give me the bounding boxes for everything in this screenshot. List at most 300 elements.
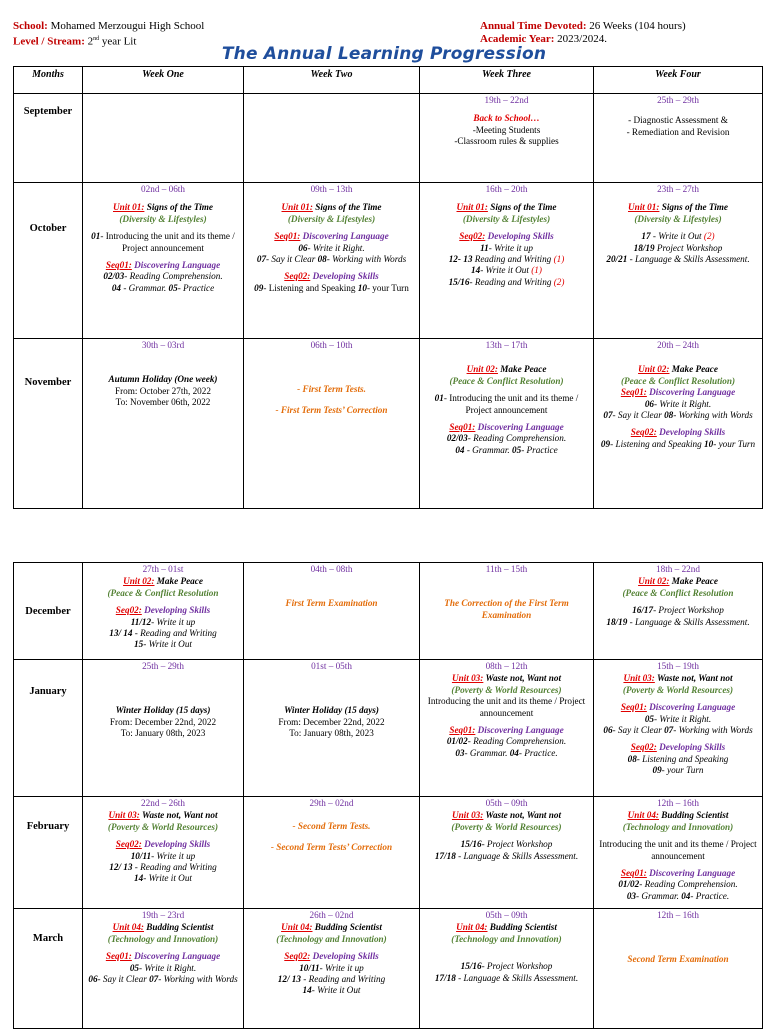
unit-title: Signs of the Time bbox=[487, 202, 557, 213]
progression-table-1 bbox=[13, 66, 763, 509]
unit-label: Unit 03: bbox=[108, 810, 140, 821]
lesson-text: - Reading and Writing bbox=[132, 628, 217, 639]
col-week-two: Week Two bbox=[244, 67, 420, 94]
lesson-text: - Reading Comprehension. bbox=[124, 271, 223, 282]
holiday-from: From: December 22nd, 2022 bbox=[278, 716, 385, 727]
unit-theme: (Diversity & Lifestyles) bbox=[634, 213, 722, 224]
lesson-text: - Project Workshop bbox=[481, 839, 553, 850]
lesson-num: 03 bbox=[626, 890, 637, 901]
winter-holiday: Winter Holiday (15 days) bbox=[115, 705, 211, 716]
unit-label: Unit 01: bbox=[456, 202, 488, 213]
seq-title: Discovering Language bbox=[131, 260, 221, 271]
first-term-tests: - First Term Tests. bbox=[297, 384, 366, 395]
lesson-text: - Write it Out bbox=[311, 985, 361, 996]
lesson-text: - Write it Right. bbox=[654, 713, 712, 724]
holiday-to: To: January 08th, 2023 bbox=[120, 728, 206, 739]
header-row bbox=[14, 67, 763, 94]
unit-label: Unit 04: bbox=[112, 922, 144, 933]
lesson-num: 16/17 bbox=[632, 605, 654, 616]
lesson-num: 07 bbox=[149, 974, 159, 985]
lesson-text: Project Workshop bbox=[654, 242, 723, 253]
lesson-part: (1) bbox=[553, 254, 565, 265]
unit-title: Signs of the Time bbox=[144, 202, 213, 213]
lesson-text: - Say it Clear bbox=[612, 725, 665, 736]
lesson-text: - Write it up bbox=[319, 962, 364, 973]
cell-mar-w2 bbox=[244, 909, 420, 1029]
date-sep-w3: 19th – 22nd bbox=[484, 95, 529, 105]
date-jan-w3: 08th – 12th bbox=[485, 661, 528, 671]
diagnostic-assessment: - Diagnostic Assessment & bbox=[628, 115, 728, 126]
month-january: January bbox=[14, 660, 83, 797]
month-september: September bbox=[14, 94, 83, 183]
date-sep-w4: 25th – 29th bbox=[657, 95, 699, 105]
lesson-num: 18/19 bbox=[606, 616, 628, 627]
cell-feb-w1 bbox=[83, 797, 244, 909]
lesson-num: 05 bbox=[129, 962, 139, 973]
lesson-num: 10/11 bbox=[130, 850, 152, 861]
lesson-num: 01/02 bbox=[618, 879, 640, 890]
date-oct-w1: 02nd – 06th bbox=[141, 184, 185, 194]
lesson-num: 02/03 bbox=[446, 433, 468, 444]
cell-oct-w2 bbox=[244, 183, 420, 339]
cell-feb-w2 bbox=[244, 797, 420, 909]
lesson-num: 04 bbox=[681, 890, 691, 901]
unit-label: Unit 03: bbox=[451, 810, 484, 821]
lesson-num: 15/16 bbox=[460, 961, 482, 972]
row-december bbox=[14, 563, 763, 660]
row-september bbox=[14, 94, 763, 183]
seq-label: Seq02: bbox=[630, 742, 657, 753]
unit-label: Unit 01: bbox=[113, 202, 145, 213]
lesson-num: 15/16 bbox=[460, 839, 482, 850]
lesson-text: - Listening and Speaking bbox=[636, 753, 729, 764]
lesson-text: - Write it Out bbox=[480, 265, 532, 276]
unit-title: Make Peace bbox=[497, 364, 547, 375]
lesson-num: 14 bbox=[471, 265, 481, 276]
lesson-num: 03 bbox=[455, 747, 465, 758]
lesson-text: - Say it Clear bbox=[266, 254, 318, 265]
unit-label: Unit 03: bbox=[451, 673, 484, 684]
date-jan-w2: 01st – 05th bbox=[311, 661, 352, 671]
unit-label: Unit 04: bbox=[281, 922, 313, 933]
lesson-num: 14 bbox=[302, 985, 312, 996]
cell-jan-w3 bbox=[420, 660, 594, 797]
lesson-text: - Grammar. bbox=[121, 282, 169, 293]
level-sup: nd bbox=[93, 36, 100, 42]
month-november: November bbox=[14, 339, 83, 509]
lesson-num: 05 bbox=[168, 282, 178, 293]
school-value: Mohamed Merzougui High School bbox=[47, 20, 205, 32]
unit-title: Waste not, Want not bbox=[483, 673, 562, 684]
date-dec-w3: 11th – 15th bbox=[485, 564, 528, 574]
col-week-four: Week Four bbox=[594, 67, 763, 94]
unit-theme: (Technology and Innovation) bbox=[107, 933, 219, 944]
cell-nov-w4 bbox=[594, 339, 763, 509]
seq-title: Developing Skills bbox=[310, 271, 379, 282]
unit-title: Budding Scientist bbox=[143, 922, 214, 933]
cell-jan-w1 bbox=[83, 660, 244, 797]
time-value: 26 Weeks (104 hours) bbox=[586, 20, 686, 32]
lesson-num: 17/18 bbox=[434, 850, 456, 861]
cell-feb-w4 bbox=[594, 797, 763, 909]
lesson-text: - Reading and Writing bbox=[132, 862, 217, 873]
seq-title: Developing Skills bbox=[656, 742, 726, 753]
unit-label: Unit 01: bbox=[281, 202, 313, 213]
cell-jan-w4 bbox=[594, 660, 763, 797]
seq-label: Seq02: bbox=[115, 605, 142, 616]
seq-title: Developing Skills bbox=[141, 839, 211, 850]
seq-title: Discovering Language bbox=[646, 702, 736, 713]
lesson-num: 15/16 bbox=[448, 276, 470, 287]
seq-title: Developing Skills bbox=[141, 605, 211, 616]
seq-title: Developing Skills bbox=[310, 951, 379, 962]
lesson-text: - Say it Clear bbox=[97, 974, 150, 985]
unit-theme: (Technology and Innovation) bbox=[622, 821, 734, 832]
cell-mar-w3 bbox=[420, 909, 594, 1029]
date-nov-w2: 06th – 10th bbox=[310, 340, 353, 350]
unit-label: Unit 04: bbox=[627, 810, 659, 821]
seq-label: Seq01: bbox=[620, 702, 647, 713]
lesson-num: 10 bbox=[704, 438, 714, 449]
lesson-num: 06 bbox=[644, 398, 654, 409]
school-line bbox=[13, 20, 204, 33]
seq-title: Developing Skills bbox=[485, 231, 554, 242]
date-feb-w1: 22nd – 26th bbox=[141, 798, 185, 808]
lesson-num: 05 bbox=[512, 444, 522, 455]
lesson-num: 14 bbox=[134, 873, 144, 884]
lesson-text: - Practice bbox=[177, 282, 215, 293]
seq-label: Seq02: bbox=[284, 951, 311, 962]
seq-label: Seq01: bbox=[449, 725, 476, 736]
lesson-num: 02/03 bbox=[103, 271, 125, 282]
col-months: Months bbox=[14, 67, 83, 94]
unit-label: Unit 02: bbox=[466, 364, 498, 375]
unit-title: Budding Scientist bbox=[312, 922, 382, 933]
second-term-exam: Second Term Examination bbox=[627, 954, 729, 965]
first-term-exam: First Term Examination bbox=[285, 598, 378, 609]
unit-theme: (Poverty & World Resources) bbox=[622, 684, 734, 695]
unit-label: Unit 01: bbox=[628, 202, 660, 213]
unit-title: Budding Scientist bbox=[658, 810, 729, 821]
cell-nov-w1 bbox=[83, 339, 244, 509]
lesson-text: - your Turn bbox=[366, 282, 409, 293]
unit-theme: (Peace & Conflict Resolution) bbox=[620, 375, 736, 386]
level-value: 2 bbox=[84, 35, 94, 48]
lesson-num: 04 bbox=[111, 282, 122, 293]
unit-theme: (Peace & Conflict Resolution bbox=[622, 587, 734, 598]
unit-label: Unit 03: bbox=[623, 673, 655, 684]
year-label: Academic Year: bbox=[480, 33, 555, 45]
lesson-num: 01 bbox=[91, 231, 101, 242]
lesson-text: - Introducing the unit and its theme / Project announcement bbox=[100, 231, 235, 253]
cell-oct-w1 bbox=[83, 183, 244, 339]
cell-mar-w4 bbox=[594, 909, 763, 1029]
lesson-text: - Working with Words bbox=[326, 254, 407, 265]
cell-sep-w1 bbox=[83, 94, 244, 183]
lesson-num: 18/19 bbox=[633, 242, 655, 253]
progression-table-2 bbox=[13, 562, 763, 1029]
cell-dec-w1 bbox=[83, 563, 244, 660]
cell-dec-w4 bbox=[594, 563, 763, 660]
row-october bbox=[14, 183, 763, 339]
date-dec-w4: 18th – 22nd bbox=[656, 564, 700, 574]
date-nov-w1: 30th – 03rd bbox=[141, 340, 185, 350]
lesson-num: 09 bbox=[600, 438, 611, 449]
winter-holiday: Winter Holiday (15 days) bbox=[284, 705, 379, 716]
unit-theme: (Technology and Innovation) bbox=[451, 933, 562, 944]
lesson-text: - Working with Words bbox=[673, 410, 753, 421]
seq-title: Discovering Language bbox=[646, 868, 736, 879]
month-october: October bbox=[14, 183, 83, 339]
unit-label: Unit 04: bbox=[456, 922, 488, 933]
lesson-part: (1) bbox=[531, 265, 542, 276]
intro-text: Introducing the unit and its theme / Project announcement bbox=[599, 839, 757, 861]
seq-label: Seq02: bbox=[115, 839, 142, 850]
cell-dec-w3 bbox=[420, 563, 594, 660]
lesson-num: 07 bbox=[664, 725, 674, 736]
cell-sep-w4 bbox=[594, 94, 763, 183]
lesson-text: - Write it Out bbox=[143, 873, 192, 884]
seq-title: Discovering Language bbox=[475, 422, 564, 433]
row-march bbox=[14, 909, 763, 1029]
school-label: School: bbox=[13, 20, 48, 32]
seq-title: Discovering Language bbox=[475, 725, 564, 736]
lesson-text: - Listening and Speaking bbox=[263, 282, 358, 293]
lesson-num: 08 bbox=[627, 753, 637, 764]
seq-label: Seq02: bbox=[459, 231, 486, 242]
lesson-text: - Say it Clear bbox=[612, 410, 665, 421]
lesson-text: - Practice bbox=[521, 444, 558, 455]
unit-label: Unit 02: bbox=[123, 576, 155, 587]
lesson-num: 12/ 13 bbox=[109, 862, 133, 873]
first-term-exam-correction: The Correction of the First Term Examination bbox=[444, 598, 569, 620]
unit-label: Unit 02: bbox=[638, 576, 670, 587]
holiday-from: From: October 27th, 2022 bbox=[115, 385, 211, 396]
lesson-num: 08 bbox=[317, 254, 327, 265]
lesson-text: - Write it up bbox=[151, 616, 196, 627]
meeting-students: -Meeting Students bbox=[472, 124, 541, 135]
lesson-num: 10/11 bbox=[299, 962, 320, 973]
lesson-text: - Reading Comprehension. bbox=[467, 433, 567, 444]
date-dec-w2: 04th – 08th bbox=[310, 564, 353, 574]
lesson-num: 11/12 bbox=[130, 616, 152, 627]
seq-label: Seq02: bbox=[284, 271, 311, 282]
lesson-text: - Introducing the unit and its theme / Project announcement bbox=[443, 393, 579, 415]
lesson-num: 10 bbox=[357, 282, 367, 293]
cell-nov-w3 bbox=[420, 339, 594, 509]
unit-title: Signs of the Time bbox=[312, 202, 382, 213]
unit-theme: (Diversity & Lifestyles) bbox=[287, 213, 376, 224]
cell-jan-w2 bbox=[244, 660, 420, 797]
unit-theme: (Poverty & World Resources) bbox=[451, 821, 562, 832]
second-term-tests: - Second Term Tests. bbox=[292, 821, 371, 832]
lesson-num: 17/18 bbox=[434, 972, 456, 983]
back-to-school: Back to School… bbox=[473, 113, 540, 124]
lesson-text: - Reading Comprehension. bbox=[639, 879, 738, 890]
page-title: The Annual Learning Progression bbox=[221, 44, 547, 64]
date-mar-w4: 12th – 16th bbox=[657, 910, 699, 920]
lesson-num: 01/02 bbox=[446, 736, 468, 747]
seq-label: Seq01: bbox=[274, 231, 301, 242]
lesson-text: - your Turn bbox=[661, 765, 704, 776]
row-november bbox=[14, 339, 763, 509]
lesson-text: - Language & Skills Assessment. bbox=[455, 972, 579, 983]
holiday-from: From: December 22nd, 2022 bbox=[109, 716, 217, 727]
unit-theme: (Peace & Conflict Resolution) bbox=[449, 375, 564, 386]
lesson-text: - Reading Comprehension. bbox=[467, 736, 567, 747]
cell-dec-w2 bbox=[244, 563, 420, 660]
seq-label: Seq01: bbox=[620, 868, 647, 879]
unit-title: Make Peace bbox=[669, 576, 718, 587]
seq-label: Seq01: bbox=[105, 951, 132, 962]
unit-title: Waste not, Want not bbox=[654, 673, 733, 684]
second-term-tests-correction: - Second Term Tests’ Correction bbox=[270, 841, 393, 852]
lesson-text: - Language & Skills Assessment. bbox=[627, 616, 750, 627]
lesson-num: 05 bbox=[644, 713, 654, 724]
date-feb-w3: 05th – 09th bbox=[485, 798, 528, 808]
lesson-num: 20/21 bbox=[606, 254, 628, 265]
lesson-text: - Listening and Speaking bbox=[610, 438, 705, 449]
lesson-num: 11 bbox=[480, 242, 489, 253]
first-term-tests-correction: - First Term Tests’ Correction bbox=[275, 404, 388, 415]
seq-label: Seq02: bbox=[630, 427, 657, 438]
intro-text: Introducing the unit and its theme / Project announcement bbox=[427, 696, 586, 718]
date-nov-w3: 13th – 17th bbox=[485, 340, 528, 350]
lesson-num: 06 bbox=[298, 242, 308, 253]
unit-title: Make Peace bbox=[154, 576, 203, 587]
col-week-three: Week Three bbox=[420, 67, 594, 94]
lesson-text: - Write it Out bbox=[143, 639, 192, 650]
lesson-num: 06 bbox=[603, 725, 613, 736]
col-week-one: Week One bbox=[83, 67, 244, 94]
lesson-num: 13/ 14 bbox=[109, 628, 133, 639]
lesson-num: 06 bbox=[88, 974, 98, 985]
lesson-text: - Project Workshop bbox=[653, 605, 724, 616]
lesson-num: 01 bbox=[434, 393, 444, 404]
seq-label: Seq01: bbox=[449, 422, 476, 433]
cell-oct-w3 bbox=[420, 183, 594, 339]
lesson-num: 07 bbox=[603, 410, 613, 421]
level-value-b: year Lit bbox=[99, 35, 137, 48]
lesson-text: - your Turn bbox=[713, 438, 756, 449]
unit-theme: (Technology and Innovation) bbox=[276, 933, 387, 944]
row-january bbox=[14, 660, 763, 797]
lesson-text: - Grammar. bbox=[636, 890, 682, 901]
time-label: Annual Time Devoted: bbox=[480, 20, 587, 32]
lesson-text: - Write it up bbox=[151, 850, 196, 861]
date-mar-w2: 26th – 02nd bbox=[309, 910, 354, 920]
unit-title: Waste not, Want not bbox=[483, 810, 562, 821]
lesson-text: - Practice. bbox=[690, 890, 730, 901]
lesson-text: - Language & Skills Assessment. bbox=[627, 254, 750, 265]
lesson-part: (2) bbox=[703, 231, 715, 242]
remediation-revision: - Remediation and Revision bbox=[626, 126, 730, 137]
month-december: December bbox=[14, 563, 83, 660]
lesson-text: Reading and Writing bbox=[472, 254, 554, 265]
unit-theme: (Diversity & Lifestyles) bbox=[119, 213, 207, 224]
lesson-text: - Write it up bbox=[488, 242, 533, 253]
level-label: Level / Stream: bbox=[13, 35, 85, 48]
unit-title: Signs of the Time bbox=[659, 202, 728, 213]
month-february: February bbox=[14, 797, 83, 909]
lesson-num: 17 bbox=[641, 231, 651, 242]
unit-theme: (Poverty & World Resources) bbox=[451, 684, 562, 695]
autumn-holiday: Autumn Holiday (One week) bbox=[108, 374, 218, 385]
lesson-num: 04 bbox=[455, 444, 465, 455]
unit-title: Make Peace bbox=[669, 364, 718, 375]
lesson-text: - Write it Right. bbox=[307, 242, 365, 253]
month-march: March bbox=[14, 909, 83, 1029]
lesson-text: - Write it Out bbox=[650, 231, 704, 242]
lesson-text: - Reading and Writing bbox=[301, 974, 386, 985]
seq-title: Discovering Language bbox=[646, 387, 736, 398]
date-jan-w4: 15th – 19th bbox=[657, 661, 699, 671]
year-value: 2023/2024. bbox=[554, 33, 607, 45]
lesson-num: 12/ 13 bbox=[277, 974, 301, 985]
date-dec-w1: 27th – 01st bbox=[142, 564, 184, 574]
lesson-text: - Working with Words bbox=[158, 974, 238, 985]
date-oct-w4: 23th – 27th bbox=[657, 184, 699, 194]
lesson-num: 08 bbox=[664, 410, 674, 421]
unit-title: Waste not, Want not bbox=[139, 810, 218, 821]
lesson-num: 04 bbox=[509, 747, 519, 758]
lesson-text: - Grammar. bbox=[464, 747, 510, 758]
row-february bbox=[14, 797, 763, 909]
lesson-text: - Working with Words bbox=[673, 725, 753, 736]
time-line bbox=[480, 20, 686, 33]
cell-feb-w3 bbox=[420, 797, 594, 909]
lesson-text: - Language & Skills Assessment. bbox=[455, 850, 579, 861]
lesson-text: - Practice. bbox=[518, 747, 558, 758]
lesson-text: - Write it Right. bbox=[139, 962, 197, 973]
cell-sep-w3 bbox=[420, 94, 594, 183]
holiday-to: To: January 08th, 2023 bbox=[289, 728, 374, 739]
cell-oct-w4 bbox=[594, 183, 763, 339]
unit-theme: (Diversity & Lifestyles) bbox=[462, 213, 551, 224]
lesson-num: 07 bbox=[256, 254, 267, 265]
unit-theme: (Poverty & World Resources) bbox=[107, 821, 219, 832]
date-nov-w4: 20th – 24th bbox=[657, 340, 699, 350]
seq-label: Seq01: bbox=[620, 387, 647, 398]
seq-title: Discovering Language bbox=[131, 951, 221, 962]
seq-title: Developing Skills bbox=[656, 427, 726, 438]
lesson-num: 09 bbox=[652, 765, 662, 776]
lesson-text: - Write it Right. bbox=[654, 398, 712, 409]
lesson-text: - Reading and Writing bbox=[469, 276, 554, 287]
cell-sep-w2 bbox=[244, 94, 420, 183]
lesson-num: 15 bbox=[134, 639, 144, 650]
date-oct-w2: 09th – 13th bbox=[310, 184, 353, 194]
seq-label: Seq01: bbox=[105, 260, 132, 271]
date-jan-w1: 25th – 29th bbox=[142, 661, 184, 671]
lesson-text: - Grammar. bbox=[464, 444, 512, 455]
cell-mar-w1 bbox=[83, 909, 244, 1029]
classroom-rules: -Classroom rules & supplies bbox=[454, 136, 559, 147]
date-mar-w1: 19th – 23rd bbox=[141, 910, 185, 920]
date-feb-w4: 12th – 16th bbox=[657, 798, 699, 808]
date-oct-w3: 16th – 20th bbox=[485, 184, 528, 194]
date-feb-w2: 29th – 02nd bbox=[309, 798, 354, 808]
holiday-to: To: November 06th, 2022 bbox=[115, 397, 211, 408]
cell-nov-w2 bbox=[244, 339, 420, 509]
date-mar-w3: 05th – 09th bbox=[485, 910, 528, 920]
unit-theme: (Peace & Conflict Resolution bbox=[107, 587, 219, 598]
lesson-num: 12- 13 bbox=[448, 254, 473, 265]
unit-label: Unit 02: bbox=[638, 364, 670, 375]
seq-title: Discovering Language bbox=[300, 231, 389, 242]
lesson-text: - Project Workshop bbox=[481, 961, 553, 972]
unit-title: Budding Scientist bbox=[487, 922, 557, 933]
